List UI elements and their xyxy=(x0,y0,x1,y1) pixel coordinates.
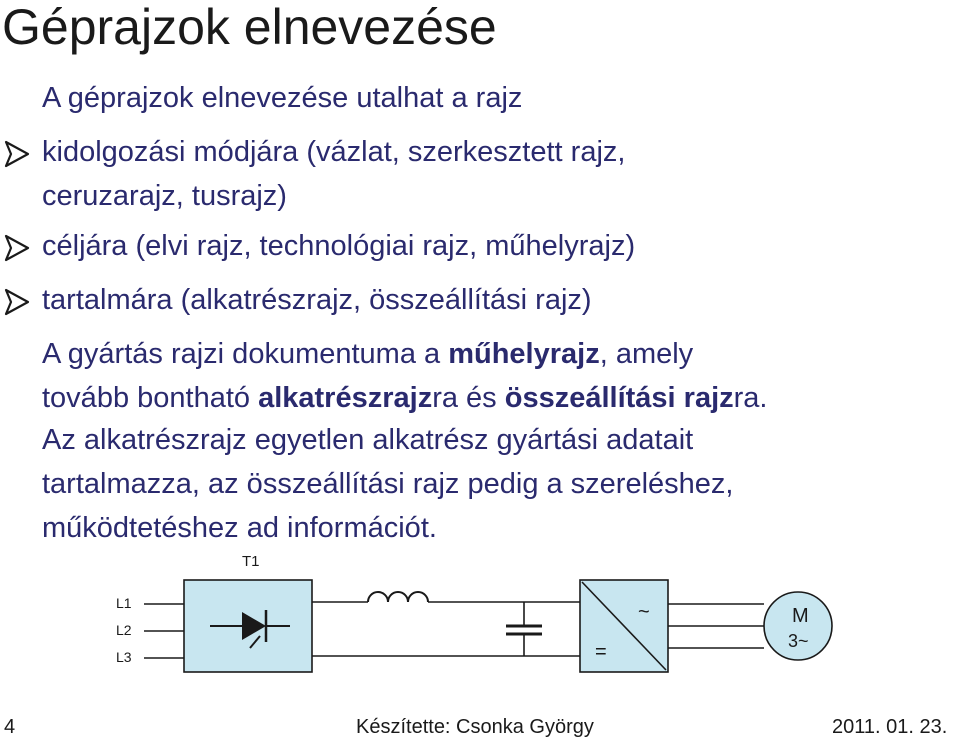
arrow-bullet-icon xyxy=(0,230,36,266)
paragraph-2-line-1: Az alkatrészrajz egyetlen alkatrész gyártási adatait xyxy=(42,424,694,456)
paragraph-2-line-2: tartalmazza, az összeállítási rajz pedig a szereléshez, xyxy=(42,468,734,500)
capacitor-icon xyxy=(506,602,542,656)
paragraph-1-line-1 xyxy=(42,338,693,371)
footer-author: Készítette: Csonka György xyxy=(356,716,594,738)
text-span: A gyártás rajzi dokumentuma a xyxy=(42,338,449,370)
label-l3: L3 xyxy=(116,649,132,665)
label-l1: L1 xyxy=(116,595,132,611)
label-l2: L2 xyxy=(116,622,132,638)
text-span: ra. xyxy=(733,382,768,414)
bullet-2-line: céljára (elvi rajz, technológiai rajz, műhelyrajz) xyxy=(42,230,636,262)
paragraph-2-line-3: működtetéshez ad információt. xyxy=(42,512,437,544)
arrow-bullet-icon xyxy=(0,284,36,320)
label-t1: T1 xyxy=(242,553,260,570)
bullet-1-line-1: kidolgozási módjára (vázlat, szerkesztett rajz, xyxy=(42,136,626,168)
text-span: tovább bontható xyxy=(42,382,259,414)
bold-term-muhelyrajz: műhelyrajz xyxy=(448,338,600,370)
bold-term-osszeallitasi-rajz: összeállítási rajz xyxy=(504,382,734,414)
circuit-diagram xyxy=(100,546,860,686)
arrow-bullet-icon xyxy=(0,136,36,172)
motor-label: M xyxy=(792,605,809,627)
footer-date: 2011. 01. 23. xyxy=(832,716,948,738)
bullet-3-line: tartalmára (alkatrészrajz, összeállítási rajz) xyxy=(42,284,592,316)
ac-symbol: ~ xyxy=(638,601,650,623)
page-number: 4 xyxy=(4,716,16,738)
motor-phase-label: 3~ xyxy=(788,631,809,651)
bullet-1-line-2: ceruzarajz, tusrajz) xyxy=(42,180,287,212)
bold-term-alkatreszrajz: alkatrészrajz xyxy=(258,382,433,414)
text-span: ra és xyxy=(432,382,505,414)
inductor-icon xyxy=(368,592,428,602)
dc-symbol: = xyxy=(595,641,607,663)
intro-line: A géprajzok elnevezése utalhat a rajz xyxy=(42,82,523,114)
text-span: , amely xyxy=(599,338,694,370)
slide-title: Géprajzok elnevezése xyxy=(2,0,497,55)
paragraph-1-line-2 xyxy=(42,382,767,415)
